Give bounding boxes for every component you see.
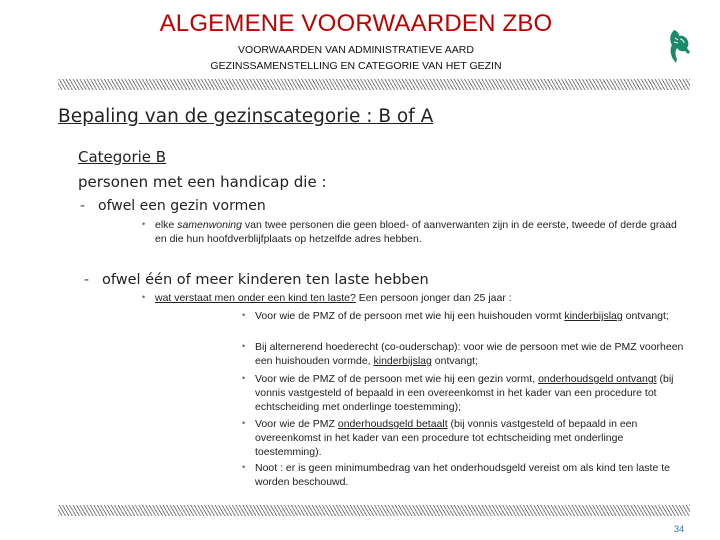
- hatch-divider-top: [58, 79, 690, 90]
- flemish-lion-icon: [664, 26, 694, 66]
- hatch-divider-bottom: [58, 505, 690, 516]
- list-item-kinderen: ofwel één of meer kinderen ten laste hebben: [102, 272, 429, 288]
- category-title: Categorie B: [78, 148, 167, 166]
- samenwoning-text: elke samenwoning van twee personen die geen bloed- of aanverwanten zijn in de eerste, tweede of derde graad en die hun hoofdverblijfplaats op hetzelfde adres hebben.: [155, 219, 677, 245]
- kinderbijslag-link[interactable]: kinderbijslag: [373, 355, 432, 367]
- kinderbijslag-link[interactable]: kinderbijslag: [564, 310, 623, 322]
- sub-item-onderhoudsgeld-ontvangt: Voor wie de PMZ of de persoon met wie hij een gezin vormt, onderhoudsgeld ontvangt (bij vonnis vastgesteld of bepaald in een overeenkomst in het kader van een procedure tot echtscheiding met onderlinge toestemming);: [255, 373, 674, 413]
- section-heading: Bepaling van de gezinscategorie : B of A: [58, 106, 434, 127]
- subtitle-line-1: VOORWAARDEN VAN ADMINISTRATIEVE AARD: [238, 44, 474, 56]
- bullet-icon: •: [242, 462, 246, 472]
- sub-item-co-ouderschap: Bij alternerend hoederecht (co-ouderschap): voor wie de persoon met wie de PMZ voorheen een huishouden vormde, kinderbijslag ontvangt;: [255, 341, 684, 367]
- page-number: 34: [674, 524, 685, 534]
- list-dash: -: [84, 272, 90, 288]
- bullet-icon: •: [142, 219, 146, 229]
- sub-item-kinderbijslag: Voor wie de PMZ of de persoon met wie hij een huishouden vormt kinderbijslag ontvangt;: [255, 310, 669, 322]
- samenwoning-term: samenwoning: [177, 219, 242, 231]
- onderhoudsgeld-ontvangt-link[interactable]: onderhoudsgeld ontvangt: [538, 373, 657, 385]
- bullet-icon: •: [242, 310, 246, 320]
- bullet-icon: •: [142, 292, 146, 302]
- category-description: personen met een handicap die :: [78, 173, 327, 191]
- sub-item-onderhoudsgeld-betaalt: Voor wie de PMZ onderhoudsgeld betaalt (bij vonnis vastgesteld of bepaald in een overeenkomst in het kader van een procedure tot echtscheiding met onderlinge toestemming).: [255, 418, 638, 458]
- kind-ten-laste-question: wat verstaat men onder een kind ten laste? Een persoon jonger dan 25 jaar :: [155, 292, 512, 304]
- bullet-icon: •: [242, 373, 246, 383]
- bullet-icon: •: [242, 418, 246, 428]
- page-title: ALGEMENE VOORWAARDEN ZBO: [159, 10, 553, 37]
- sub-item-noot: Noot : er is geen minimumbedrag van het onderhoudsgeld vereist om als kind ten laste te worden beschouwd.: [255, 462, 670, 488]
- subtitle-line-2: GEZINSSAMENSTELLING EN CATEGORIE VAN HET GEZIN: [210, 60, 502, 72]
- kind-ten-laste-link[interactable]: wat verstaat men onder een kind ten laste?: [155, 292, 356, 304]
- list-item-gezin: ofwel een gezin vormen: [98, 198, 266, 214]
- list-dash: -: [80, 198, 86, 214]
- bullet-icon: •: [242, 341, 246, 351]
- onderhoudsgeld-betaalt-link[interactable]: onderhoudsgeld betaalt: [337, 418, 448, 430]
